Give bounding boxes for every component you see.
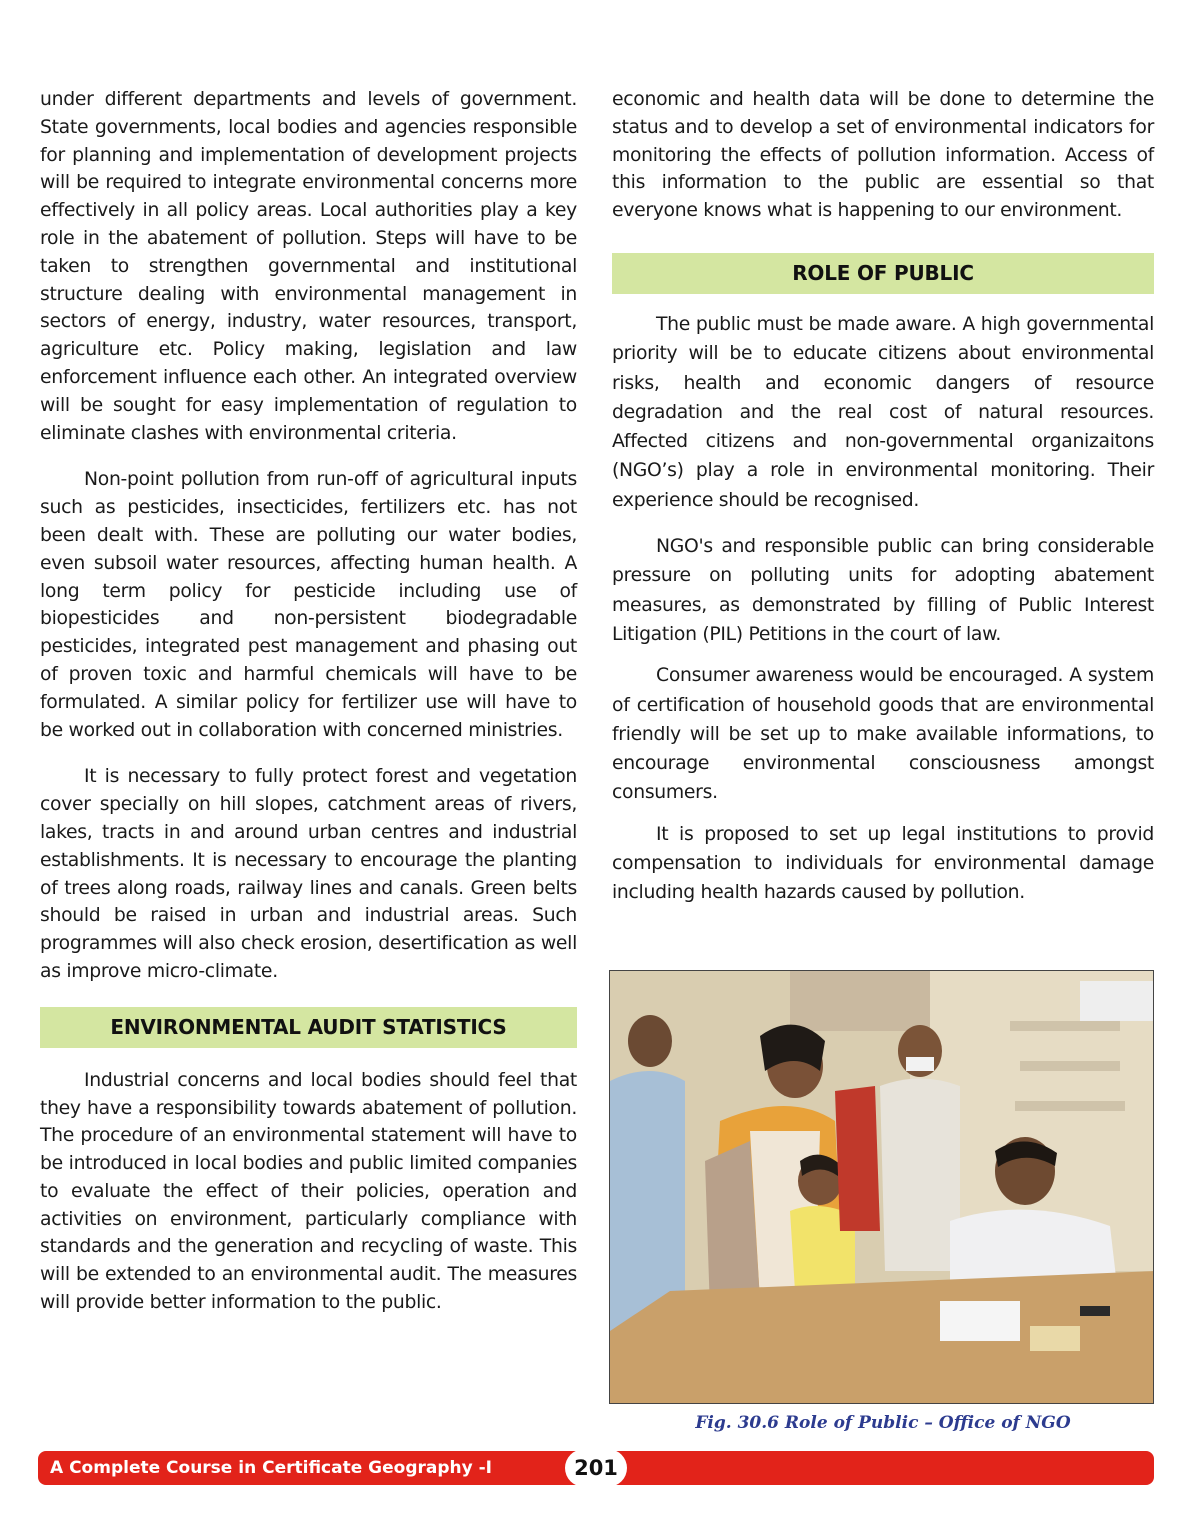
spacer [612,808,1154,820]
right-paragraph-5: It is proposed to set up legal institutions to provid compensation to individuals for environmental damage including health hazards caused by pollution. [612,823,1154,904]
ngo-office-photo [609,970,1154,1404]
left-paragraph-3: It is necessary to fully protect forest and vegetation cover specially on hill slopes, catchment areas of rivers, lakes, tracts in and around urban centres and industrial establishments. It is necessary to encourage the planting of trees along roads, railway lines and canals. Green belts should be raised in urban and industrial areas. Such programmes will also check erosion, desertification as well as improve micro-climate. [40,766,577,982]
left-column [40,86,577,1317]
left-paragraph-1: under different departments and levels of government. State governments, local bodies and agencies responsible for planning and implementation of development projects will be required to integrate environmental concerns more effectively in all policy areas. Local authorities play a key role in the abatement of pollution. Steps will have to be taken to strengthen governmental and institutional structure dealing with environmental management in sectors of energy, industry, water resources, transport, agriculture etc. Policy making, legislation and law enforcement influence each other. An integrated overview will be sought for easy implementation of regulation to eliminate clashes with environmental criteria. [40,89,577,444]
right-paragraph-2: The public must be made aware. A high governmental priority will be to educate citizens about environmental risks, health and economic dangers of resource degradation and the real cost of natural resources. Affected citizens and non-governmental organizaitons (NGO’s) play a role in environmental monitoring. Their experience should be recognised. [612,313,1154,511]
right-paragraph-4: Consumer awareness would be encouraged. A system of certification of household goods that are environmental friendly will be set up to make available informations, to encourage environmental consciousness amongst consumers. [612,665,1154,804]
section-heading-environmental-audit: ENVIRONMENTAL AUDIT STATISTICS [40,1007,577,1048]
spacer [40,744,577,763]
figure-caption: Fig. 30.6 Role of Public – Office of NGO [695,1413,1071,1433]
spacer [612,225,1154,253]
photo-illustration [610,971,1154,1404]
page-number: 201 [565,1449,627,1487]
right-column [612,86,1154,908]
section-heading-role-of-public: ROLE OF PUBLIC [612,253,1154,294]
spacer [612,649,1154,661]
spacer [612,515,1154,532]
right-paragraph-3: NGO's and responsible public can bring considerable pressure on polluting units for adopting abatement measures, as demonstrated by filling of Public Interest Litigation (PIL) Petitions in the court of law. [612,536,1154,645]
spacer [40,986,577,1007]
footer-book-title: A Complete Course in Certificate Geography -I [50,1458,493,1478]
spacer [40,1048,577,1067]
spacer [40,447,577,466]
right-paragraph-1: economic and health data will be done to determine the status and to develop a set of environmental indicators for monitoring the effects of pollution information. Access of this information to the public are essential so that everyone knows what is happening to our environment. [612,89,1154,222]
left-paragraph-2: Non-point pollution from run-off of agricultural inputs such as pesticides, insecticides, fertilizers etc. has not been dealt with. These are polluting our water bodies, even subsoil water resources, affecting human health. A long term policy for pesticide including use of biopesticides and non-persistent biodegradable pesticides, integrated pest management and phasing out of proven toxic and harmful chemicals will have to be formulated. A similar policy for fertilizer use will have to be worked out in collaboration with concerned ministries. [40,469,577,741]
spacer [612,294,1154,310]
left-paragraph-4: Industrial concerns and local bodies should feel that they have a responsibility towards abatement of pollution. The procedure of an environmental statement will have to be introduced in local bodies and public limited companies to evaluate the effect of their policies, operation and activities on environment, particularly compliance with standards and the generation and recycling of waste. This will be extended to an environmental audit. The measures will provide better information to the public. [40,1069,577,1314]
